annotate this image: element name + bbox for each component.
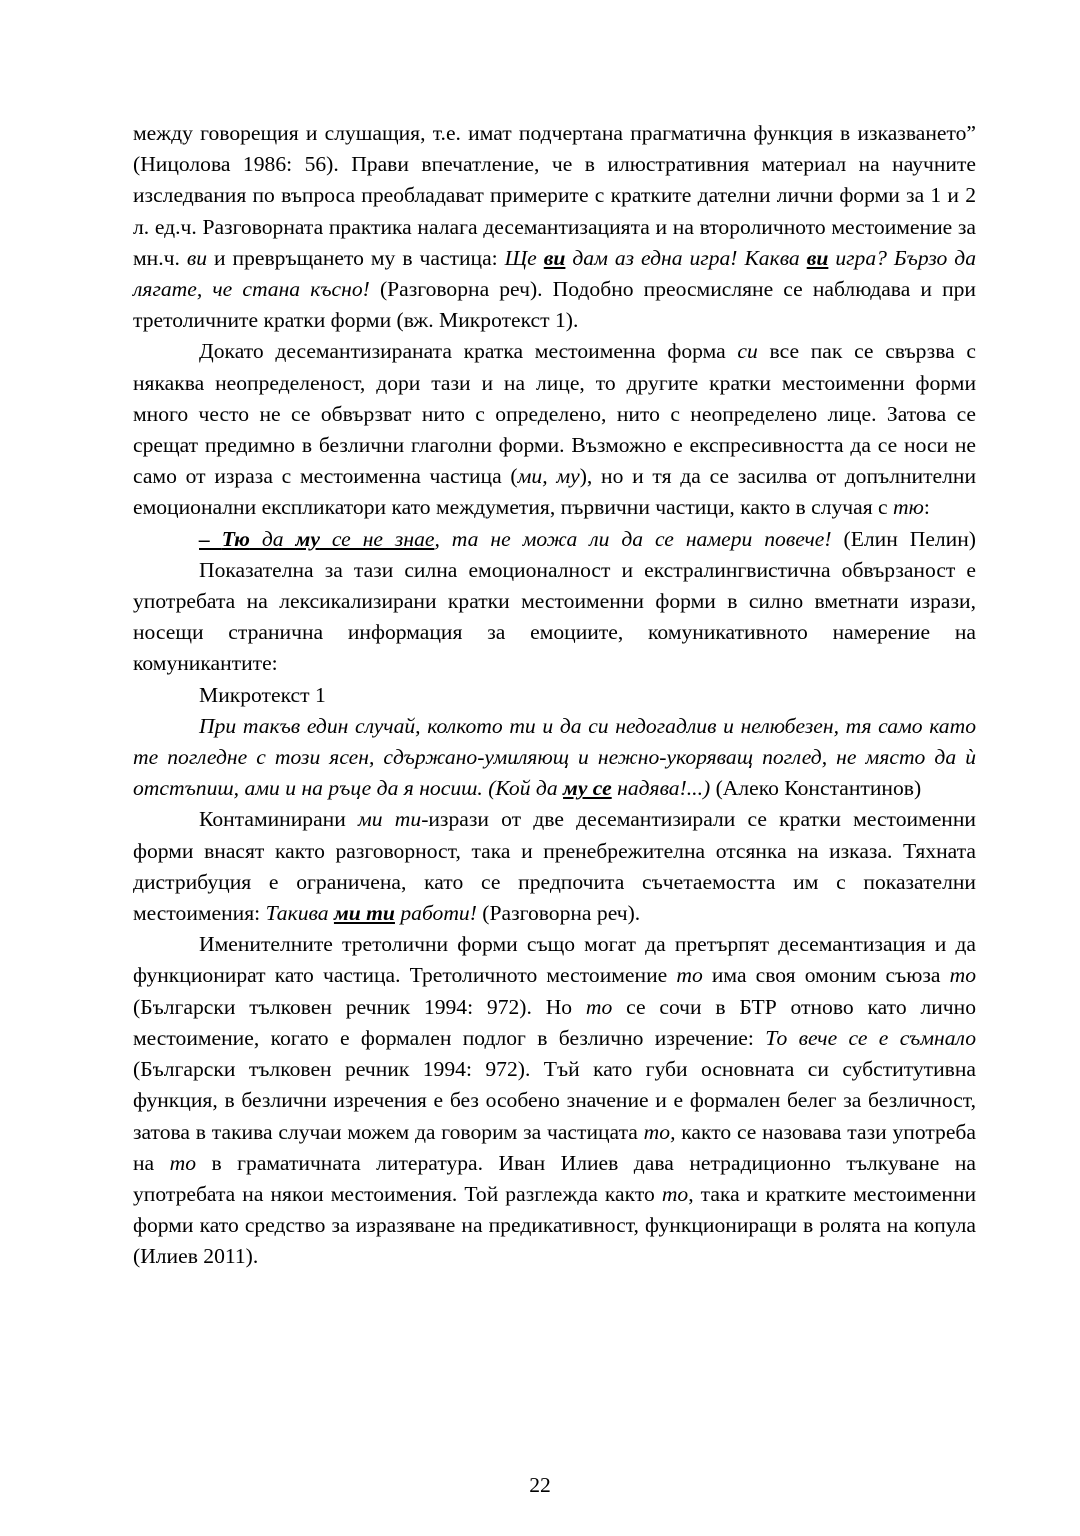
- page-number: 22: [529, 1473, 551, 1497]
- emphasis-mu: му: [295, 526, 320, 551]
- microtext-heading: Микротекст 1: [199, 682, 326, 707]
- emphasis-mu-se: му се: [563, 776, 612, 801]
- emphasis-vi-2: ви: [806, 245, 829, 270]
- paragraph-1: между говорещия и слушащия, т.е. имат подчертана прагматична функция в изказването” (Ницолова 1986: 56). Прави впечатление, че в илюстративния материал на научните изследвания по въпроса преобладават примерите с кратките дателни лични форми за 1 и 2 л. ед.ч. Разговорната практика налага десемантизацията и на второличното местоимение за мн.ч. ви и превръщането му в частица: Ще ви дам аз една игра! Каква ви игра? Бързо да лягате, че стана късно! (Разговорна реч). Подобно преосмисляне се наблюдава и при третоличните кратки форми (вж. Микротекст 1).: [133, 121, 976, 333]
- emphasis-mi-ti: ми ти: [333, 901, 395, 926]
- paragraph-2: Докато десемантизираната кратка местоименна форма си все пак се свързва с някаква неопределеност, дори тази и на лице, то другите кратки местоименни форми много често не се обвързват нито с определено, нито с неопределено лице. Затова се срещат предимно в безлични глаголни форми. Възможно е експресивността да се носи не само от израза с местоименна частица (ми, му), но и тя да се засилва от допълнителни емоционални експликатори като междуметия, първични частици, както в случая с тю:: [133, 339, 976, 520]
- emphasis-vi-1: ви: [543, 245, 566, 270]
- quote-elin-pelin: – Тю да му се не знае, та не можа ли да се намери повече! (Елин Пелин): [199, 526, 976, 551]
- quote-author: (Елин Пелин): [831, 526, 976, 551]
- paragraph-5: Именителните третолични форми също могат да претърпят десемантизация и да функционират като частица. Третоличното местоимение то има своя омоним съюза то (Български тълковен речник 1994: 972). Но то се сочи в БТР отново като лично местоимение, когато е формален подлог в безлично изречение: То вече се е съмнало (Български тълковен речник 1994: 972). Тъй като губи основната си субститутивна функция, в безлични изречения е без особено значение и е формален белег за безличност, затова в такива случаи можем да говорим за частицата то, както се назовава тази употреба на то в граматичната литература. Иван Илиев дава нетрадиционно тълкуване на употребата на някои местоимения. Той разглежда както то, така и кратките местоименни форми като средство за изразяване на предикативност, функциониращи в ролята на копула (Илиев 2011).: [133, 932, 977, 1269]
- page-body: [133, 118, 976, 1273]
- emphasis-tyu: Тю: [221, 526, 250, 551]
- microtext-author: (Алеко Константинов): [710, 776, 922, 801]
- paragraph-4: Контаминирани ми ти-изрази от две десемантизирали се кратки местоименни форми внасят както разговорност, така и пренебрежителна отсянка на изказа. Тяхната дистрибуция е ограничена, като се предпочита съчетаемостта им с показателни местоимения: Такива ми ти работи! (Разговорна реч).: [133, 807, 976, 926]
- microtext-body: При такъв един случай, колкото ти и да си недогадлив и нелюбезен, тя само като те погледне с този ясен, сдържано-умиляющ и нежно-укоряващ поглед, не място да ѝ отстъпиш, ами и на ръце да я носиш. (Кой да му се надява!...) (Алеко Константинов): [133, 713, 976, 801]
- paragraph-3: Показателна за тази силна емоционалност и екстралингвистична обвързаност е употребата на лексикализирани кратки местоименни форми в силно вметнати изрази, носещи странична информация за емоциите, комуникативното намерение на комуникантите:: [133, 557, 976, 676]
